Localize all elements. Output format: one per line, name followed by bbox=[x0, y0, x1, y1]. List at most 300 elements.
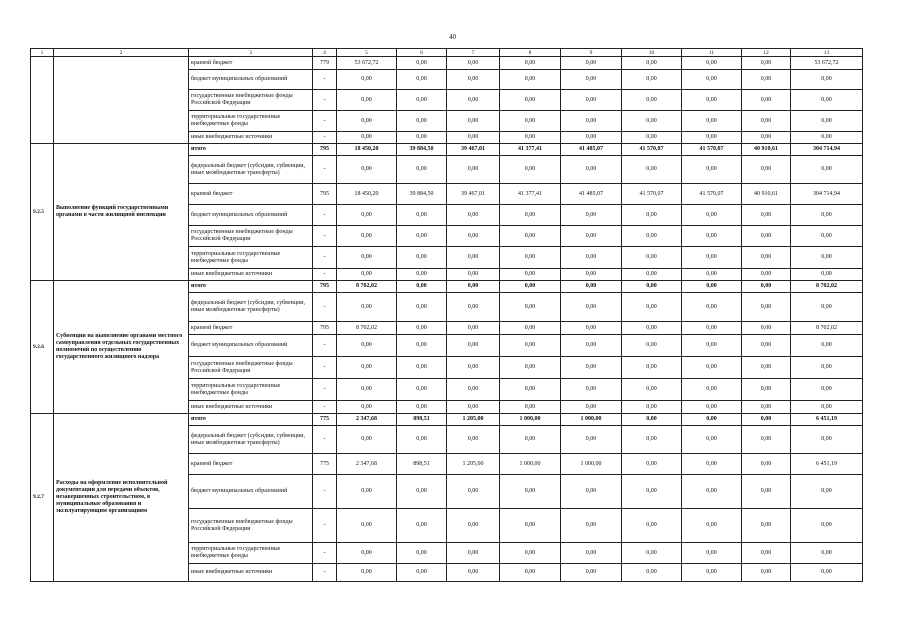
amount-cell: 6 451,19 bbox=[791, 454, 863, 475]
amount-cell: 0,00 bbox=[622, 475, 682, 509]
amount-cell: 0,00 bbox=[500, 475, 561, 509]
amount-cell: 0,00 bbox=[397, 293, 447, 322]
amount-cell: 0,00 bbox=[337, 543, 397, 564]
amount-cell: 0,00 bbox=[682, 322, 742, 335]
amount-cell: 0,00 bbox=[500, 70, 561, 90]
funding-source: государственные внебюджетные фонды Российской Федерации bbox=[189, 509, 313, 543]
amount-cell: 0,00 bbox=[622, 111, 682, 132]
amount-cell: 0,00 bbox=[500, 226, 561, 247]
amount-cell: 0,00 bbox=[622, 322, 682, 335]
amount-cell: 0,00 bbox=[561, 205, 622, 226]
amount-cell: 39 467,01 bbox=[447, 184, 500, 205]
header-cell: 12 bbox=[742, 49, 791, 57]
table-row bbox=[31, 57, 863, 70]
grbs-code: 795 bbox=[313, 184, 337, 205]
grbs-code: - bbox=[313, 401, 337, 414]
amount-cell: 0,00 bbox=[397, 111, 447, 132]
amount-cell: 0,00 bbox=[622, 335, 682, 357]
amount-cell: 0,00 bbox=[622, 426, 682, 454]
amount-cell: 0,00 bbox=[337, 475, 397, 509]
amount-cell: 0,00 bbox=[791, 426, 863, 454]
header-cell: 5 bbox=[337, 49, 397, 57]
amount-cell: 0,00 bbox=[397, 426, 447, 454]
grbs-code: - bbox=[313, 226, 337, 247]
amount-cell: 898,51 bbox=[397, 414, 447, 426]
amount-cell: 0,00 bbox=[742, 111, 791, 132]
amount-cell: 0,00 bbox=[742, 132, 791, 144]
amount-cell: 898,51 bbox=[397, 454, 447, 475]
amount-cell: 0,00 bbox=[622, 543, 682, 564]
item-code: 9.2.6 bbox=[31, 281, 54, 414]
header-cell: 3 bbox=[189, 49, 313, 57]
amount-cell: 0,00 bbox=[500, 335, 561, 357]
amount-cell: 0,00 bbox=[622, 509, 682, 543]
amount-cell: 0,00 bbox=[337, 111, 397, 132]
amount-cell: 0,00 bbox=[447, 426, 500, 454]
amount-cell: 0,00 bbox=[397, 281, 447, 293]
header-cell: 7 bbox=[447, 49, 500, 57]
amount-cell: 2 347,68 bbox=[337, 454, 397, 475]
grbs-code: 795 bbox=[313, 281, 337, 293]
header-cell: 6 bbox=[397, 49, 447, 57]
amount-cell: 0,00 bbox=[397, 543, 447, 564]
amount-cell: 0,00 bbox=[561, 226, 622, 247]
amount-cell: 0,00 bbox=[561, 90, 622, 111]
amount-cell: 0,00 bbox=[561, 132, 622, 144]
amount-cell: 0,00 bbox=[682, 543, 742, 564]
amount-cell: 0,00 bbox=[682, 156, 742, 184]
amount-cell: 0,00 bbox=[561, 379, 622, 401]
amount-cell: 0,00 bbox=[742, 156, 791, 184]
amount-cell: 0,00 bbox=[682, 293, 742, 322]
amount-cell: 0,00 bbox=[742, 357, 791, 379]
amount-cell: 0,00 bbox=[397, 90, 447, 111]
amount-cell: 0,00 bbox=[622, 293, 682, 322]
table-row bbox=[31, 144, 863, 156]
amount-cell: 0,00 bbox=[622, 357, 682, 379]
amount-cell: 0,00 bbox=[682, 269, 742, 281]
amount-cell: 0,00 bbox=[742, 509, 791, 543]
amount-cell: 0,00 bbox=[742, 269, 791, 281]
amount-cell: 0,00 bbox=[337, 401, 397, 414]
item-name: Выполнение функций государственными органами в части жилищной инспекции bbox=[54, 144, 189, 281]
amount-cell: 0,00 bbox=[742, 247, 791, 269]
amount-cell: 0,00 bbox=[742, 205, 791, 226]
amount-cell: 0,00 bbox=[622, 226, 682, 247]
amount-cell: 0,00 bbox=[337, 132, 397, 144]
amount-cell: 0,00 bbox=[742, 293, 791, 322]
grbs-code: - bbox=[313, 564, 337, 582]
amount-cell: 0,00 bbox=[500, 205, 561, 226]
amount-cell: 0,00 bbox=[561, 357, 622, 379]
amount-cell: 0,00 bbox=[622, 205, 682, 226]
funding-source: иные внебюджетные источники bbox=[189, 401, 313, 414]
amount-cell: 0,00 bbox=[742, 322, 791, 335]
amount-cell: 0,00 bbox=[447, 90, 500, 111]
amount-cell: 0,00 bbox=[337, 90, 397, 111]
amount-cell: 0,00 bbox=[682, 281, 742, 293]
amount-cell: 0,00 bbox=[791, 335, 863, 357]
item-name: Расходы на оформление исполнительной документации для передачи объектов, незавершенных строительством, в муниципальные образования и эксплуатирующим организациям bbox=[54, 414, 189, 582]
amount-cell: 0,00 bbox=[447, 357, 500, 379]
amount-cell: 0,00 bbox=[447, 509, 500, 543]
amount-cell: 0,00 bbox=[500, 156, 561, 184]
amount-cell: 0,00 bbox=[561, 335, 622, 357]
amount-cell: 0,00 bbox=[337, 293, 397, 322]
amount-cell: 0,00 bbox=[500, 90, 561, 111]
funding-source: государственные внебюджетные фонды Российской Федерации bbox=[189, 226, 313, 247]
amount-cell: 0,00 bbox=[622, 156, 682, 184]
amount-cell: 0,00 bbox=[561, 401, 622, 414]
header-cell: 1 bbox=[31, 49, 54, 57]
amount-cell: 0,00 bbox=[791, 205, 863, 226]
amount-cell: 0,00 bbox=[622, 454, 682, 475]
amount-cell: 0,00 bbox=[561, 293, 622, 322]
amount-cell: 0,00 bbox=[500, 357, 561, 379]
amount-cell: 0,00 bbox=[791, 475, 863, 509]
amount-cell: 0,00 bbox=[500, 269, 561, 281]
amount-cell: 8 702,02 bbox=[791, 322, 863, 335]
amount-cell: 0,00 bbox=[337, 156, 397, 184]
grbs-code: - bbox=[313, 543, 337, 564]
amount-cell: 41 377,41 bbox=[500, 144, 561, 156]
amount-cell: 1 000,00 bbox=[561, 414, 622, 426]
amount-cell: 0,00 bbox=[447, 156, 500, 184]
amount-cell: 0,00 bbox=[561, 564, 622, 582]
amount-cell: 0,00 bbox=[397, 357, 447, 379]
funding-source: федеральный бюджет (субсидии, субвенции, иные межбюджетные трансферты) bbox=[189, 156, 313, 184]
amount-cell: 18 450,20 bbox=[337, 144, 397, 156]
amount-cell: 0,00 bbox=[561, 70, 622, 90]
amount-cell: 41 485,07 bbox=[561, 184, 622, 205]
funding-source: краевой бюджет bbox=[189, 184, 313, 205]
amount-cell: 0,00 bbox=[500, 57, 561, 70]
amount-cell: 0,00 bbox=[742, 281, 791, 293]
amount-cell: 53 672,72 bbox=[791, 57, 863, 70]
funding-source: территориальные государственные внебюджетные фонды bbox=[189, 543, 313, 564]
amount-cell: 0,00 bbox=[682, 132, 742, 144]
amount-cell: 0,00 bbox=[500, 322, 561, 335]
item-name: Субвенции на выполнение органами местного самоуправления отдельных государственных полномочий по осуществлению государственного жилищного надзора bbox=[54, 281, 189, 414]
amount-cell: 304 714,94 bbox=[791, 144, 863, 156]
funding-source: итого bbox=[189, 281, 313, 293]
amount-cell: 0,00 bbox=[682, 90, 742, 111]
amount-cell: 0,00 bbox=[791, 269, 863, 281]
funding-source: государственные внебюджетные фонды Российской Федерации bbox=[189, 90, 313, 111]
amount-cell: 0,00 bbox=[682, 426, 742, 454]
grbs-code: - bbox=[313, 269, 337, 281]
amount-cell: 39 884,50 bbox=[397, 144, 447, 156]
header-cell: 4 bbox=[313, 49, 337, 57]
amount-cell: 0,00 bbox=[791, 90, 863, 111]
grbs-code: - bbox=[313, 475, 337, 509]
amount-cell: 0,00 bbox=[397, 57, 447, 70]
funding-source: бюджет муниципальных образований bbox=[189, 335, 313, 357]
amount-cell: 0,00 bbox=[682, 335, 742, 357]
funding-source: краевой бюджет bbox=[189, 322, 313, 335]
amount-cell: 0,00 bbox=[397, 322, 447, 335]
amount-cell: 0,00 bbox=[500, 509, 561, 543]
amount-cell: 0,00 bbox=[397, 269, 447, 281]
funding-source: государственные внебюджетные фонды Российской Федерации bbox=[189, 357, 313, 379]
amount-cell: 0,00 bbox=[337, 70, 397, 90]
amount-cell: 0,00 bbox=[742, 57, 791, 70]
header-cell: 10 bbox=[622, 49, 682, 57]
amount-cell: 0,00 bbox=[742, 543, 791, 564]
grbs-code: - bbox=[313, 111, 337, 132]
grbs-code: - bbox=[313, 70, 337, 90]
amount-cell: 0,00 bbox=[742, 426, 791, 454]
amount-cell: 0,00 bbox=[337, 509, 397, 543]
amount-cell: 0,00 bbox=[397, 564, 447, 582]
grbs-code: 775 bbox=[313, 414, 337, 426]
amount-cell: 41 570,07 bbox=[622, 144, 682, 156]
amount-cell: 0,00 bbox=[561, 475, 622, 509]
grbs-code: - bbox=[313, 247, 337, 269]
amount-cell: 0,00 bbox=[447, 247, 500, 269]
amount-cell: 0,00 bbox=[397, 475, 447, 509]
amount-cell: 0,00 bbox=[622, 247, 682, 269]
grbs-code: - bbox=[313, 335, 337, 357]
amount-cell: 0,00 bbox=[337, 335, 397, 357]
header-cell: 11 bbox=[682, 49, 742, 57]
item-code: 9.2.7 bbox=[31, 414, 54, 582]
funding-source: территориальные государственные внебюджетные фонды bbox=[189, 247, 313, 269]
amount-cell: 0,00 bbox=[447, 226, 500, 247]
amount-cell: 0,00 bbox=[447, 475, 500, 509]
amount-cell: 6 451,19 bbox=[791, 414, 863, 426]
amount-cell: 8 702,02 bbox=[337, 281, 397, 293]
amount-cell: 0,00 bbox=[337, 226, 397, 247]
funding-source: иные внебюджетные источники bbox=[189, 564, 313, 582]
amount-cell: 0,00 bbox=[791, 156, 863, 184]
amount-cell: 41 570,07 bbox=[682, 144, 742, 156]
amount-cell: 0,00 bbox=[682, 454, 742, 475]
page-number: 40 bbox=[449, 33, 456, 41]
amount-cell: 0,00 bbox=[682, 70, 742, 90]
amount-cell: 41 570,07 bbox=[682, 184, 742, 205]
amount-cell: 0,00 bbox=[561, 156, 622, 184]
funding-source: итого bbox=[189, 144, 313, 156]
header-row bbox=[31, 49, 863, 57]
amount-cell: 0,00 bbox=[682, 205, 742, 226]
funding-source: краевой бюджет bbox=[189, 57, 313, 70]
header-cell: 8 bbox=[500, 49, 561, 57]
amount-cell: 0,00 bbox=[561, 269, 622, 281]
funding-source: краевой бюджет bbox=[189, 454, 313, 475]
amount-cell: 304 714,94 bbox=[791, 184, 863, 205]
amount-cell: 0,00 bbox=[337, 426, 397, 454]
amount-cell: 0,00 bbox=[791, 564, 863, 582]
amount-cell: 40 910,61 bbox=[742, 184, 791, 205]
amount-cell: 39 884,50 bbox=[397, 184, 447, 205]
amount-cell: 0,00 bbox=[447, 205, 500, 226]
amount-cell: 53 672,72 bbox=[337, 57, 397, 70]
amount-cell: 0,00 bbox=[682, 401, 742, 414]
amount-cell: 0,00 bbox=[622, 57, 682, 70]
amount-cell: 0,00 bbox=[742, 226, 791, 247]
amount-cell: 0,00 bbox=[561, 322, 622, 335]
item-name bbox=[54, 57, 189, 144]
amount-cell: 0,00 bbox=[397, 132, 447, 144]
amount-cell: 0,00 bbox=[447, 57, 500, 70]
amount-cell: 0,00 bbox=[337, 205, 397, 226]
amount-cell: 0,00 bbox=[622, 90, 682, 111]
amount-cell: 0,00 bbox=[561, 281, 622, 293]
amount-cell: 0,00 bbox=[397, 379, 447, 401]
funding-source: бюджет муниципальных образований bbox=[189, 475, 313, 509]
amount-cell: 0,00 bbox=[500, 281, 561, 293]
grbs-code: 779 bbox=[313, 57, 337, 70]
amount-cell: 0,00 bbox=[561, 543, 622, 564]
grbs-code: - bbox=[313, 132, 337, 144]
amount-cell: 0,00 bbox=[622, 414, 682, 426]
amount-cell: 0,00 bbox=[561, 111, 622, 132]
amount-cell: 0,00 bbox=[447, 335, 500, 357]
amount-cell: 0,00 bbox=[682, 57, 742, 70]
amount-cell: 0,00 bbox=[337, 564, 397, 582]
amount-cell: 0,00 bbox=[742, 90, 791, 111]
amount-cell: 0,00 bbox=[791, 401, 863, 414]
amount-cell: 0,00 bbox=[447, 293, 500, 322]
amount-cell: 0,00 bbox=[561, 426, 622, 454]
header-cell: 2 bbox=[54, 49, 189, 57]
amount-cell: 40 910,61 bbox=[742, 144, 791, 156]
funding-source: иные внебюджетные источники bbox=[189, 269, 313, 281]
amount-cell: 0,00 bbox=[742, 70, 791, 90]
amount-cell: 0,00 bbox=[447, 543, 500, 564]
amount-cell: 0,00 bbox=[447, 379, 500, 401]
grbs-code: - bbox=[313, 156, 337, 184]
header-cell: 9 bbox=[561, 49, 622, 57]
amount-cell: 0,00 bbox=[742, 335, 791, 357]
amount-cell: 0,00 bbox=[397, 205, 447, 226]
amount-cell: 0,00 bbox=[682, 509, 742, 543]
funding-source: бюджет муниципальных образований bbox=[189, 70, 313, 90]
amount-cell: 0,00 bbox=[791, 132, 863, 144]
grbs-code: - bbox=[313, 205, 337, 226]
amount-cell: 0,00 bbox=[682, 564, 742, 582]
amount-cell: 0,00 bbox=[791, 111, 863, 132]
amount-cell: 41 570,07 bbox=[622, 184, 682, 205]
amount-cell: 0,00 bbox=[622, 269, 682, 281]
grbs-code: 795 bbox=[313, 144, 337, 156]
budget-table bbox=[30, 48, 863, 582]
grbs-code: - bbox=[313, 509, 337, 543]
amount-cell: 0,00 bbox=[791, 509, 863, 543]
amount-cell: 1 000,00 bbox=[500, 454, 561, 475]
amount-cell: 0,00 bbox=[791, 70, 863, 90]
grbs-code: 795 bbox=[313, 322, 337, 335]
amount-cell: 0,00 bbox=[447, 564, 500, 582]
amount-cell: 0,00 bbox=[500, 111, 561, 132]
amount-cell: 0,00 bbox=[682, 379, 742, 401]
amount-cell: 0,00 bbox=[682, 226, 742, 247]
amount-cell: 0,00 bbox=[791, 543, 863, 564]
amount-cell: 1 205,00 bbox=[447, 454, 500, 475]
amount-cell: 0,00 bbox=[682, 357, 742, 379]
amount-cell: 0,00 bbox=[561, 57, 622, 70]
amount-cell: 0,00 bbox=[791, 379, 863, 401]
amount-cell: 0,00 bbox=[447, 401, 500, 414]
funding-source: территориальные государственные внебюджетные фонды bbox=[189, 379, 313, 401]
amount-cell: 0,00 bbox=[742, 475, 791, 509]
amount-cell: 0,00 bbox=[742, 379, 791, 401]
table-row bbox=[31, 414, 863, 426]
amount-cell: 0,00 bbox=[337, 357, 397, 379]
grbs-code: - bbox=[313, 90, 337, 111]
amount-cell: 0,00 bbox=[447, 132, 500, 144]
grbs-code: 775 bbox=[313, 454, 337, 475]
amount-cell: 0,00 bbox=[682, 111, 742, 132]
amount-cell: 0,00 bbox=[397, 247, 447, 269]
amount-cell: 0,00 bbox=[500, 543, 561, 564]
funding-source: территориальные государственные внебюджетные фонды bbox=[189, 111, 313, 132]
amount-cell: 2 347,68 bbox=[337, 414, 397, 426]
amount-cell: 0,00 bbox=[622, 281, 682, 293]
amount-cell: 0,00 bbox=[447, 70, 500, 90]
amount-cell: 0,00 bbox=[397, 226, 447, 247]
amount-cell: 0,00 bbox=[791, 226, 863, 247]
amount-cell: 0,00 bbox=[622, 401, 682, 414]
amount-cell: 0,00 bbox=[397, 509, 447, 543]
funding-source: федеральный бюджет (субсидии, субвенции, иные межбюджетные трансферты) bbox=[189, 293, 313, 322]
amount-cell: 0,00 bbox=[742, 454, 791, 475]
amount-cell: 0,00 bbox=[622, 564, 682, 582]
amount-cell: 0,00 bbox=[397, 401, 447, 414]
amount-cell: 0,00 bbox=[742, 414, 791, 426]
amount-cell: 0,00 bbox=[500, 293, 561, 322]
amount-cell: 0,00 bbox=[682, 414, 742, 426]
amount-cell: 1 000,00 bbox=[500, 414, 561, 426]
amount-cell: 0,00 bbox=[500, 132, 561, 144]
item-code: 9.2.5 bbox=[31, 144, 54, 281]
amount-cell: 0,00 bbox=[397, 156, 447, 184]
amount-cell: 0,00 bbox=[500, 247, 561, 269]
amount-cell: 0,00 bbox=[447, 281, 500, 293]
amount-cell: 1 000,00 bbox=[561, 454, 622, 475]
amount-cell: 0,00 bbox=[397, 335, 447, 357]
amount-cell: 0,00 bbox=[500, 564, 561, 582]
amount-cell: 1 205,00 bbox=[447, 414, 500, 426]
amount-cell: 0,00 bbox=[791, 357, 863, 379]
header-cell: 13 bbox=[791, 49, 863, 57]
amount-cell: 0,00 bbox=[337, 379, 397, 401]
amount-cell: 18 450,20 bbox=[337, 184, 397, 205]
amount-cell: 0,00 bbox=[500, 379, 561, 401]
funding-source: бюджет муниципальных образований bbox=[189, 205, 313, 226]
amount-cell: 41 377,41 bbox=[500, 184, 561, 205]
funding-source: иные внебюджетные источники bbox=[189, 132, 313, 144]
amount-cell: 0,00 bbox=[742, 564, 791, 582]
amount-cell: 0,00 bbox=[447, 269, 500, 281]
table-row bbox=[31, 281, 863, 293]
amount-cell: 0,00 bbox=[337, 247, 397, 269]
amount-cell: 0,00 bbox=[397, 70, 447, 90]
amount-cell: 0,00 bbox=[622, 379, 682, 401]
grbs-code: - bbox=[313, 426, 337, 454]
amount-cell: 0,00 bbox=[622, 70, 682, 90]
amount-cell: 0,00 bbox=[561, 509, 622, 543]
amount-cell: 39 467,01 bbox=[447, 144, 500, 156]
amount-cell: 0,00 bbox=[337, 269, 397, 281]
amount-cell: 8 702,02 bbox=[337, 322, 397, 335]
amount-cell: 0,00 bbox=[500, 401, 561, 414]
amount-cell: 0,00 bbox=[500, 426, 561, 454]
amount-cell: 0,00 bbox=[742, 401, 791, 414]
amount-cell: 0,00 bbox=[682, 247, 742, 269]
funding-source: федеральный бюджет (субсидии, субвенции, иные межбюджетные трансферты) bbox=[189, 426, 313, 454]
